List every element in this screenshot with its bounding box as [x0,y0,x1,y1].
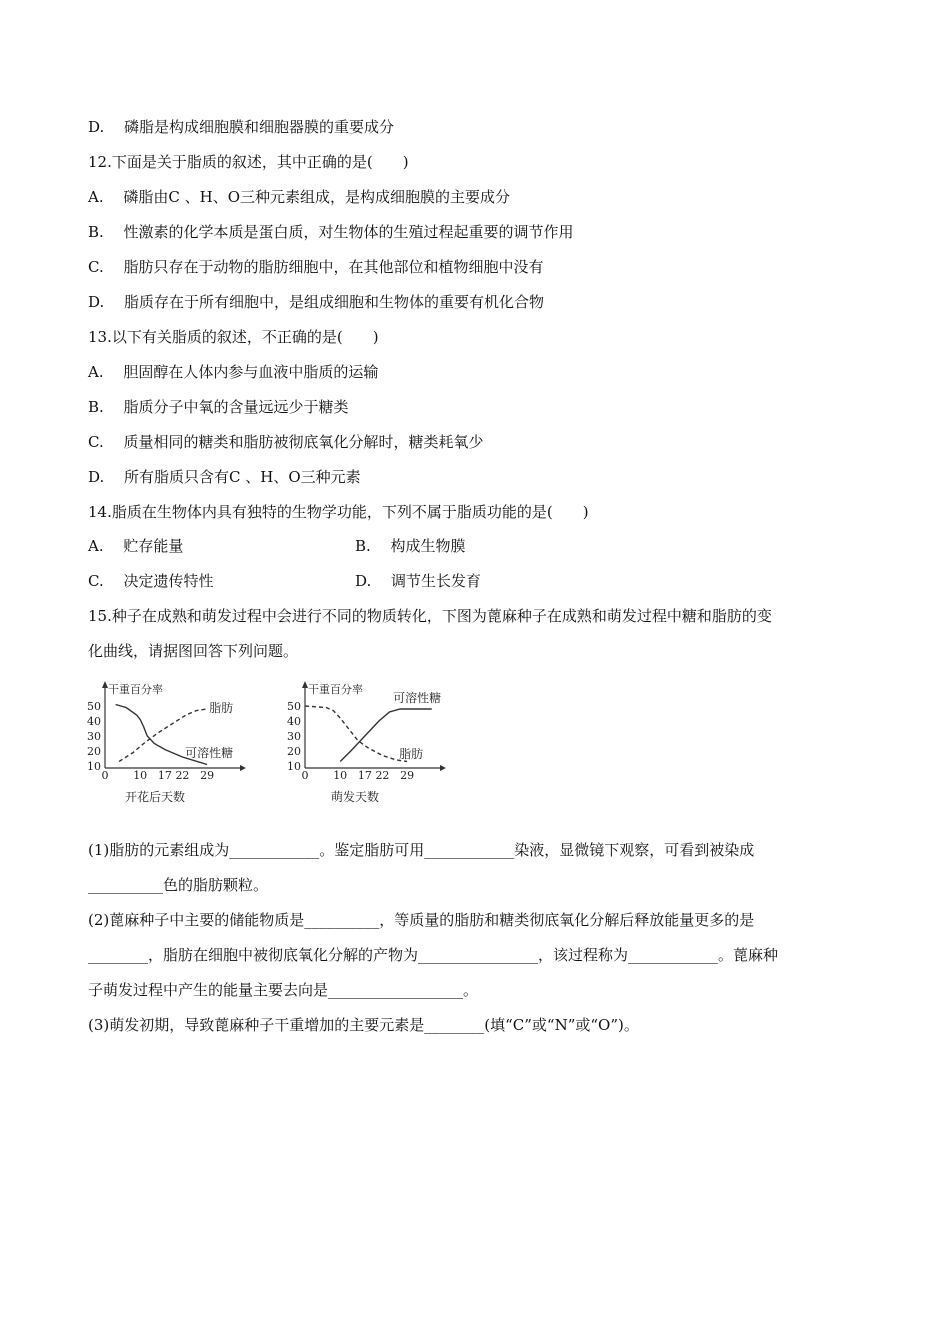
q15-sub-2b: ________，脂肪在细胞中被彻底氧化分解的产物为________________，该过程称为____________。蓖麻种 [88,946,779,964]
q15-sub-1a: (1)脂肪的元素组成为____________。鉴定脂肪可用____________染液，显微镜下观察，可看到被染成 [88,841,755,859]
x-tick-label: 17 [157,769,172,782]
text-line: 14.脂质在生物体内具有独特的生物学功能，下列不属于脂质功能的是( ) [88,503,589,521]
y-tick-label: 50 [87,700,101,713]
q14-option-b: B. 构成生物膜 [355,537,466,555]
x-tick-label: 10 [133,769,148,782]
y-tick-label: 20 [87,745,101,758]
y-tick-label: 10 [287,760,301,773]
text-line: C. 脂肪只存在于动物的脂肪细胞中，在其他部位和植物细胞中没有 [88,258,544,276]
y-tick-label: 20 [287,745,301,758]
text-line: B. 性激素的化学本质是蛋白质，对生物体的生殖过程起重要的调节作用 [88,223,574,241]
text-line: D. 脂质存在于所有细胞中，是组成细胞和生物体的重要有机化合物 [88,293,545,311]
x-tick-label: 0 [301,769,309,782]
text-line: B. 脂质分子中氧的含量远远少于糖类 [88,398,349,416]
text-line: 13.以下有关脂质的叙述，不正确的是( ) [88,328,379,346]
text-line: A. 胆固醇在人体内参与血液中脂质的运输 [88,363,379,381]
y-axis-label: 干重百分率 [108,683,163,696]
q15-stem-2: 化曲线，请据图回答下列问题。 [88,642,299,660]
y-tick-label: 30 [87,730,101,743]
x-axis-arrow [440,765,446,771]
x-tick-label: 17 [357,769,372,782]
y-tick-label: 50 [287,700,301,713]
text-line: D. 磷脂是构成细胞膜和细胞器膜的重要成分 [88,118,395,136]
x-tick-label: 29 [400,769,415,782]
q14-option-c: C. 决定遗传特性 [88,572,214,590]
q15-sub-2a: (2)蓖麻种子中主要的储能物质是__________，等质量的脂肪和糖类彻底氧化分解后释放能量更多的是 [88,911,755,929]
q14-option-a: A. 贮存能量 [88,537,184,555]
q15-stem-1: 15.种子在成熟和萌发过程中会进行不同的物质转化，下图为蓖麻种子在成熟和萌发过程中糖和脂肪的变 [88,607,772,625]
q15-sub-1b: __________色的脂肪颗粒。 [88,876,269,894]
q15-sub-3: (3)萌发初期，导致蓖麻种子干重增加的主要元素是________(填“C”或“N”或“O”)。 [88,1016,639,1034]
text-line: A. 磷脂由C 、H、O三种元素组成，是构成细胞膜的主要成分 [88,188,510,206]
y-tick-label: 30 [287,730,301,743]
legend-label-fat: 脂肪 [209,701,234,715]
text-line: 12.下面是关于脂质的叙述，其中正确的是( ) [88,153,409,171]
legend-label-sugar: 可溶性糖 [185,746,234,760]
legend-label-sugar: 可溶性糖 [393,691,442,705]
q15-sub-2c: 子萌发过程中产生的能量主要去向是__________________。 [88,981,479,999]
x-tick-label: 22 [375,769,390,782]
y-tick-label: 40 [287,715,301,728]
legend-label-fat: 脂肪 [399,747,424,761]
y-axis-label: 干重百分率 [308,683,363,696]
y-tick-label: 10 [87,760,101,773]
x-axis-arrow [240,765,246,771]
x-tick-label: 0 [101,769,109,782]
text-line: C. 质量相同的糖类和脂肪被彻底氧化分解时，糖类耗氧少 [88,433,484,451]
x-axis-label: 开花后天数 [124,790,186,804]
x-tick-label: 10 [333,769,348,782]
q14-option-d: D. 调节生长发育 [355,572,482,590]
series-line-fat [305,706,407,762]
x-tick-label: 22 [175,769,190,782]
text-line: D. 所有脂质只含有C 、H、O三种元素 [88,468,361,486]
x-tick-label: 29 [200,769,215,782]
y-tick-label: 40 [87,715,101,728]
x-axis-label: 萌发天数 [330,790,380,804]
